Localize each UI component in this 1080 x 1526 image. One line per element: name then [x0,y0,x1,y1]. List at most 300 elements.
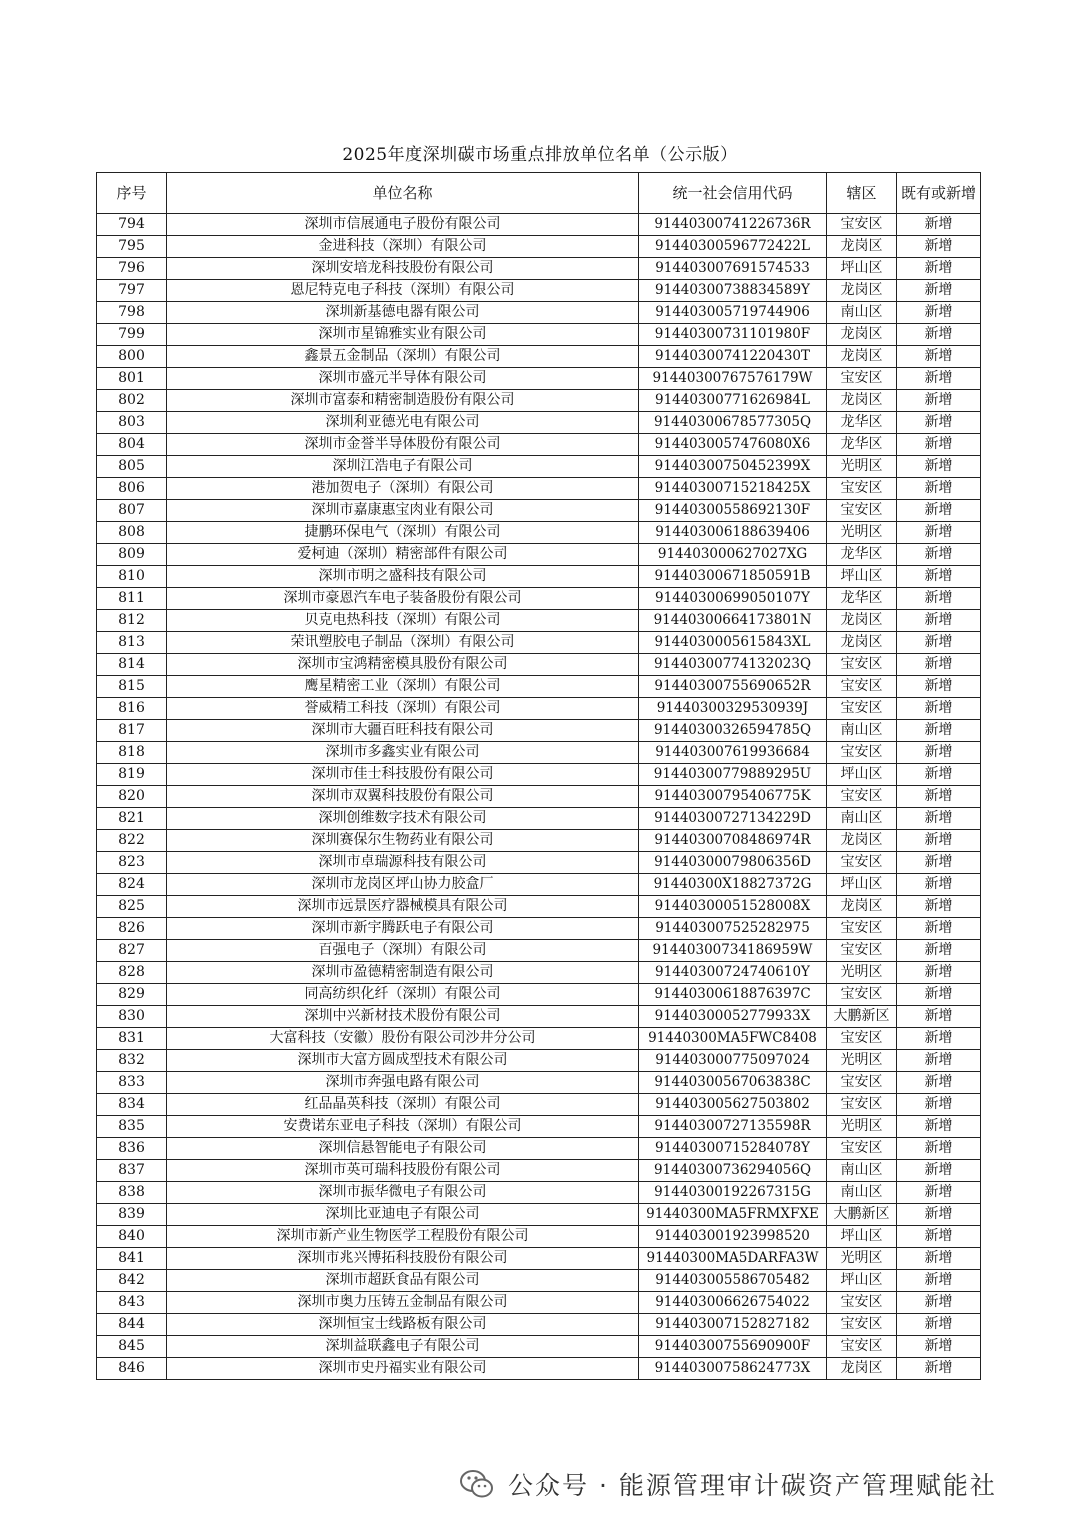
table-row [97,1248,981,1270]
table-row [97,434,981,456]
cell-code: 91440300774132023Q [639,654,827,676]
cell-code: 91440300708486974R [639,830,827,852]
cell-code: 91440300795406775K [639,786,827,808]
cell-name: 恩尼特克电子科技（深圳）有限公司 [167,280,639,302]
cell-status: 新增 [897,566,981,588]
cell-name: 爱柯迪（深圳）精密部件有限公司 [167,544,639,566]
header-code: 统一社会信用代码 [639,173,827,214]
cell-district: 光明区 [827,962,897,984]
cell-status: 新增 [897,1358,981,1380]
cell-name: 深圳市盈德精密制造有限公司 [167,962,639,984]
cell-name: 深圳创维数字技术有限公司 [167,808,639,830]
table-row [97,214,981,236]
wechat-icon [460,1469,494,1499]
cell-seq: 813 [97,632,167,654]
cell-seq: 829 [97,984,167,1006]
cell-district: 宝安区 [827,1336,897,1358]
cell-district: 南山区 [827,1160,897,1182]
cell-status: 新增 [897,1270,981,1292]
table-row [97,258,981,280]
cell-status: 新增 [897,764,981,786]
cell-name: 荣讯塑胶电子制品（深圳）有限公司 [167,632,639,654]
cell-code: 91440300755690900F [639,1336,827,1358]
cell-seq: 819 [97,764,167,786]
cell-status: 新增 [897,434,981,456]
cell-code: 91440300750452399X [639,456,827,478]
cell-district: 大鹏新区 [827,1006,897,1028]
cell-district: 龙岗区 [827,1358,897,1380]
cell-code: 91440300755690652R [639,676,827,698]
cell-code: 91440300736294056Q [639,1160,827,1182]
cell-code: 91440300079806356D [639,852,827,874]
cell-code: 91440300MA5FRMXFXE [639,1204,827,1226]
cell-name: 深圳比亚迪电子有限公司 [167,1204,639,1226]
cell-status: 新增 [897,1248,981,1270]
cell-code: 91440300192267315G [639,1182,827,1204]
cell-seq: 836 [97,1138,167,1160]
cell-name: 鑫景五金制品（深圳）有限公司 [167,346,639,368]
cell-status: 新增 [897,412,981,434]
table-row [97,1292,981,1314]
cell-name: 港加贺电子（深圳）有限公司 [167,478,639,500]
cell-seq: 844 [97,1314,167,1336]
cell-status: 新增 [897,1050,981,1072]
cell-district: 光明区 [827,456,897,478]
cell-name: 深圳市明之盛科技有限公司 [167,566,639,588]
cell-status: 新增 [897,236,981,258]
cell-seq: 821 [97,808,167,830]
cell-status: 新增 [897,1226,981,1248]
table-row [97,588,981,610]
cell-district: 坪山区 [827,764,897,786]
footer-text: 公众号 · 能源管理审计碳资产管理赋能社 [508,1471,997,1500]
table-row [97,1116,981,1138]
cell-status: 新增 [897,522,981,544]
header-seq: 序号 [97,173,167,214]
cell-district: 宝安区 [827,676,897,698]
cell-code: 914403007525282975 [639,918,827,940]
cell-status: 新增 [897,1160,981,1182]
cell-name: 深圳市龙岗区坪山协力胶盒厂 [167,874,639,896]
cell-code: 914403000627027XG [639,544,827,566]
cell-code: 91440300724740610Y [639,962,827,984]
cell-code: 9144030005615843XL [639,632,827,654]
cell-name: 深圳市星锦雅实业有限公司 [167,324,639,346]
cell-status: 新增 [897,1116,981,1138]
cell-status: 新增 [897,478,981,500]
table-row [97,1094,981,1116]
cell-district: 宝安区 [827,1138,897,1160]
cell-seq: 812 [97,610,167,632]
cell-district: 龙岗区 [827,610,897,632]
table-row [97,412,981,434]
cell-seq: 805 [97,456,167,478]
cell-seq: 826 [97,918,167,940]
cell-seq: 832 [97,1050,167,1072]
cell-name: 同高纺织化纤（深圳）有限公司 [167,984,639,1006]
table-row [97,302,981,324]
cell-status: 新增 [897,258,981,280]
table-row [97,566,981,588]
cell-status: 新增 [897,346,981,368]
table-row [97,368,981,390]
cell-status: 新增 [897,896,981,918]
cell-district: 大鹏新区 [827,1204,897,1226]
cell-district: 宝安区 [827,1072,897,1094]
cell-seq: 820 [97,786,167,808]
table-row [97,830,981,852]
cell-name: 深圳市英可瑞科技股份有限公司 [167,1160,639,1182]
cell-district: 宝安区 [827,698,897,720]
cell-seq: 846 [97,1358,167,1380]
table-row [97,940,981,962]
cell-name: 捷鹏环保电气（深圳）有限公司 [167,522,639,544]
cell-district: 宝安区 [827,1292,897,1314]
cell-district: 宝安区 [827,786,897,808]
cell-seq: 796 [97,258,167,280]
table-row [97,1072,981,1094]
cell-name: 深圳恒宝士线路板有限公司 [167,1314,639,1336]
cell-name: 深圳市新宇腾跃电子有限公司 [167,918,639,940]
table-row [97,324,981,346]
cell-status: 新增 [897,1094,981,1116]
cell-name: 百强电子（深圳）有限公司 [167,940,639,962]
cell-code: 91440300767576179W [639,368,827,390]
cell-status: 新增 [897,940,981,962]
cell-seq: 794 [97,214,167,236]
cell-name: 深圳市盛元半导体有限公司 [167,368,639,390]
cell-name: 深圳市豪恩汽车电子装备股份有限公司 [167,588,639,610]
cell-code: 91440300727135598R [639,1116,827,1138]
cell-district: 宝安区 [827,940,897,962]
table-row [97,346,981,368]
cell-name: 深圳市双翼科技股份有限公司 [167,786,639,808]
header-status: 既有或新增 [897,173,981,214]
table-row [97,478,981,500]
cell-seq: 814 [97,654,167,676]
cell-name: 红品晶英科技（深圳）有限公司 [167,1094,639,1116]
table-row [97,1028,981,1050]
cell-name: 大富科技（安徽）股份有限公司沙井分公司 [167,1028,639,1050]
table-row [97,962,981,984]
table-row [97,522,981,544]
cell-seq: 797 [97,280,167,302]
cell-status: 新增 [897,1204,981,1226]
table-row [97,632,981,654]
cell-name: 深圳市远景医疗器械模具有限公司 [167,896,639,918]
cell-district: 龙岗区 [827,896,897,918]
cell-district: 宝安区 [827,742,897,764]
cell-district: 龙华区 [827,434,897,456]
cell-code: 91440300618876397C [639,984,827,1006]
cell-name: 深圳市信展通电子股份有限公司 [167,214,639,236]
table-row [97,1358,981,1380]
table-row [97,698,981,720]
cell-status: 新增 [897,302,981,324]
cell-name: 鹰星精密工业（深圳）有限公司 [167,676,639,698]
cell-district: 宝安区 [827,1314,897,1336]
cell-name: 深圳信悬智能电子有限公司 [167,1138,639,1160]
table-row [97,654,981,676]
cell-seq: 835 [97,1116,167,1138]
cell-status: 新增 [897,742,981,764]
cell-name: 深圳市金誉半导体股份有限公司 [167,434,639,456]
cell-seq: 818 [97,742,167,764]
table-row [97,390,981,412]
cell-name: 深圳市大富方圆成型技术有限公司 [167,1050,639,1072]
cell-status: 新增 [897,676,981,698]
cell-seq: 839 [97,1204,167,1226]
cell-seq: 806 [97,478,167,500]
table-row [97,456,981,478]
cell-name: 深圳中兴新材技术股份有限公司 [167,1006,639,1028]
cell-seq: 833 [97,1072,167,1094]
cell-code: 914403007691574533 [639,258,827,280]
cell-district: 光明区 [827,1050,897,1072]
cell-status: 新增 [897,280,981,302]
cell-district: 坪山区 [827,566,897,588]
cell-code: 91440300567063838C [639,1072,827,1094]
cell-code: 91440300664173801N [639,610,827,632]
cell-district: 光明区 [827,522,897,544]
cell-status: 新增 [897,808,981,830]
cell-code: 914403007619936684 [639,742,827,764]
table-row [97,544,981,566]
table-row [97,1050,981,1072]
cell-district: 坪山区 [827,258,897,280]
table-row [97,1182,981,1204]
cell-seq: 802 [97,390,167,412]
table-row [97,984,981,1006]
table-row [97,896,981,918]
table-row [97,808,981,830]
cell-district: 坪山区 [827,1270,897,1292]
cell-name: 深圳利亚德光电有限公司 [167,412,639,434]
cell-code: 91440300596772422L [639,236,827,258]
cell-code: 91440300734186959W [639,940,827,962]
cell-code: 91440300715218425X [639,478,827,500]
cell-district: 龙岗区 [827,324,897,346]
cell-seq: 803 [97,412,167,434]
cell-name: 深圳市奔强电路有限公司 [167,1072,639,1094]
table-row [97,236,981,258]
cell-status: 新增 [897,852,981,874]
cell-name: 深圳市振华微电子有限公司 [167,1182,639,1204]
cell-district: 宝安区 [827,500,897,522]
cell-status: 新增 [897,1006,981,1028]
cell-seq: 800 [97,346,167,368]
cell-seq: 827 [97,940,167,962]
cell-code: 91440300715284078Y [639,1138,827,1160]
cell-name: 深圳市史丹福实业有限公司 [167,1358,639,1380]
cell-code: 91440300758624773X [639,1358,827,1380]
table-row [97,742,981,764]
cell-code: 914403005627503802 [639,1094,827,1116]
cell-seq: 842 [97,1270,167,1292]
footer-watermark [460,1460,997,1508]
cell-district: 坪山区 [827,874,897,896]
cell-status: 新增 [897,588,981,610]
cell-name: 深圳市多鑫实业有限公司 [167,742,639,764]
cell-district: 龙华区 [827,412,897,434]
cell-seq: 834 [97,1094,167,1116]
cell-name: 深圳益联鑫电子有限公司 [167,1336,639,1358]
cell-district: 宝安区 [827,478,897,500]
cell-code: 91440300699050107Y [639,588,827,610]
cell-status: 新增 [897,962,981,984]
cell-seq: 843 [97,1292,167,1314]
cell-seq: 808 [97,522,167,544]
table-row [97,1226,981,1248]
cell-code: 914403005719744906 [639,302,827,324]
cell-district: 宝安区 [827,214,897,236]
cell-seq: 845 [97,1336,167,1358]
cell-status: 新增 [897,1314,981,1336]
cell-district: 龙岗区 [827,390,897,412]
cell-code: 91440300741226736R [639,214,827,236]
cell-district: 南山区 [827,302,897,324]
cell-status: 新增 [897,500,981,522]
cell-name: 深圳市富泰和精密制造股份有限公司 [167,390,639,412]
cell-status: 新增 [897,918,981,940]
cell-district: 宝安区 [827,1094,897,1116]
table-row [97,918,981,940]
table-row [97,1204,981,1226]
cell-name: 深圳赛保尔生物药业有限公司 [167,830,639,852]
cell-district: 宝安区 [827,852,897,874]
cell-seq: 824 [97,874,167,896]
cell-district: 宝安区 [827,918,897,940]
cell-district: 南山区 [827,808,897,830]
cell-status: 新增 [897,1336,981,1358]
cell-status: 新增 [897,1292,981,1314]
header-name: 单位名称 [167,173,639,214]
cell-status: 新增 [897,654,981,676]
cell-seq: 809 [97,544,167,566]
table-header [97,173,981,214]
cell-name: 深圳市大疆百旺科技有限公司 [167,720,639,742]
cell-status: 新增 [897,874,981,896]
table-row [97,852,981,874]
cell-status: 新增 [897,610,981,632]
cell-code: 914403007152827182 [639,1314,827,1336]
cell-district: 龙华区 [827,588,897,610]
cell-name: 深圳安培龙科技股份有限公司 [167,258,639,280]
cell-name: 深圳市嘉康惠宝肉业有限公司 [167,500,639,522]
table-row [97,280,981,302]
cell-code: 91440300731101980F [639,324,827,346]
cell-district: 坪山区 [827,1226,897,1248]
cell-seq: 804 [97,434,167,456]
cell-seq: 795 [97,236,167,258]
cell-seq: 816 [97,698,167,720]
cell-seq: 825 [97,896,167,918]
cell-code: 91440300771626984L [639,390,827,412]
cell-seq: 815 [97,676,167,698]
cell-seq: 823 [97,852,167,874]
emission-units-table [96,172,981,1380]
cell-seq: 801 [97,368,167,390]
cell-district: 南山区 [827,1182,897,1204]
cell-status: 新增 [897,1138,981,1160]
cell-name: 深圳市奥力压铸五金制品有限公司 [167,1292,639,1314]
table-row [97,1314,981,1336]
cell-code: 91440300671850591B [639,566,827,588]
cell-name: 深圳市兆兴博拓科技股份有限公司 [167,1248,639,1270]
cell-code: 91440300MA5FWC8408 [639,1028,827,1050]
cell-district: 龙岗区 [827,236,897,258]
cell-code: 914403005586705482 [639,1270,827,1292]
cell-district: 南山区 [827,720,897,742]
cell-seq: 838 [97,1182,167,1204]
cell-district: 龙岗区 [827,830,897,852]
cell-status: 新增 [897,1072,981,1094]
cell-name: 誉威精工科技（深圳）有限公司 [167,698,639,720]
cell-seq: 828 [97,962,167,984]
cell-status: 新增 [897,324,981,346]
cell-status: 新增 [897,390,981,412]
cell-name: 深圳市超跃食品有限公司 [167,1270,639,1292]
cell-code: 91440300X18827372G [639,874,827,896]
cell-district: 光明区 [827,1248,897,1270]
cell-code: 914403006626754022 [639,1292,827,1314]
cell-seq: 799 [97,324,167,346]
cell-code: 91440300558692130F [639,500,827,522]
cell-code: 914403001923998520 [639,1226,827,1248]
cell-status: 新增 [897,1028,981,1050]
cell-name: 深圳市佳士科技股份有限公司 [167,764,639,786]
cell-code: 914403006188639406 [639,522,827,544]
cell-seq: 841 [97,1248,167,1270]
cell-district: 龙岗区 [827,346,897,368]
table-row [97,1006,981,1028]
cell-status: 新增 [897,698,981,720]
cell-name: 深圳市卓瑞源科技有限公司 [167,852,639,874]
table-row [97,764,981,786]
page-title: 2025年度深圳碳市场重点排放单位名单（公示版） [342,145,738,165]
cell-status: 新增 [897,544,981,566]
cell-seq: 807 [97,500,167,522]
table-row [97,610,981,632]
cell-code: 9144030057476080X6 [639,434,827,456]
cell-name: 金进科技（深圳）有限公司 [167,236,639,258]
header-district: 辖区 [827,173,897,214]
cell-status: 新增 [897,984,981,1006]
cell-name: 安费诺东亚电子科技（深圳）有限公司 [167,1116,639,1138]
cell-seq: 840 [97,1226,167,1248]
cell-district: 龙岗区 [827,280,897,302]
cell-code: 91440300779889295U [639,764,827,786]
cell-district: 光明区 [827,1116,897,1138]
cell-district: 宝安区 [827,654,897,676]
table-row [97,786,981,808]
cell-name: 深圳市宝鸿精密模具股份有限公司 [167,654,639,676]
cell-name: 深圳江浩电子有限公司 [167,456,639,478]
cell-status: 新增 [897,720,981,742]
cell-code: 91440300738834589Y [639,280,827,302]
cell-seq: 831 [97,1028,167,1050]
cell-district: 宝安区 [827,984,897,1006]
cell-status: 新增 [897,830,981,852]
cell-name: 深圳新基德电器有限公司 [167,302,639,324]
cell-status: 新增 [897,632,981,654]
cell-district: 龙华区 [827,544,897,566]
table-row [97,1336,981,1358]
cell-code: 914403000775097024 [639,1050,827,1072]
cell-code: 91440300329530939J [639,698,827,720]
table-row [97,1138,981,1160]
table-row [97,874,981,896]
